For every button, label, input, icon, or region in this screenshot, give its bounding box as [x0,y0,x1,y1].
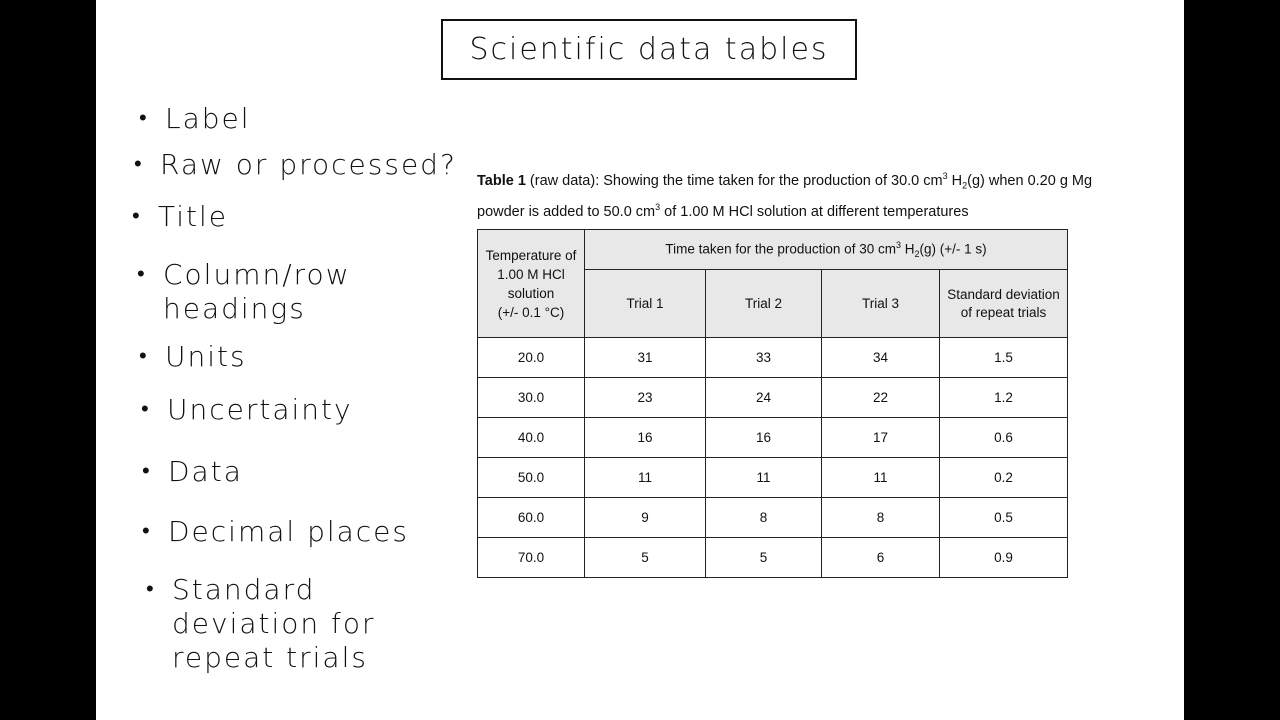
table-cell: 17 [822,418,940,458]
caption-label: Table 1 [477,172,526,189]
table-cell: 5 [585,538,706,578]
table-cell: 20.0 [478,338,585,378]
bullet-dot-icon: • [132,204,142,229]
table-cell: 0.2 [940,458,1068,498]
caption-text: of 1.00 M HCl solution at different temperatures [660,203,969,220]
column-header: Standard deviation of repeat trials [940,270,1068,338]
bullet-text: Decimal places [168,515,409,548]
bullet-text: Raw or processed? [160,148,457,181]
bullet-dot-icon: • [139,106,149,131]
bullet-dot-icon: • [139,344,149,369]
table-cell: 50.0 [478,458,585,498]
bullet-text: Label [165,102,251,135]
slide [96,0,1184,720]
table-cell: 11 [585,458,706,498]
table-cell: 34 [822,338,940,378]
bullet-text: Standard deviation for repeat trials [172,573,376,674]
bullet-dot-icon: • [142,459,152,484]
table-cell: 8 [706,498,822,538]
bullet-dot-icon: • [137,262,147,287]
table-cell: 24 [706,378,822,418]
header-line: solution [507,285,555,301]
table-cell: 22 [822,378,940,418]
data-table [477,229,1068,578]
column-header: Trial 1 [585,270,706,338]
bullet-text: Column/row headings [163,258,351,325]
table-row [478,458,1068,498]
caption-text: (g) when 0.20 g Mg powder is added to 50.0 cm [477,172,1093,220]
table-cell: 16 [585,418,706,458]
table-cell: 0.9 [940,538,1068,578]
table-cell: 40.0 [478,418,585,458]
header-text: H [900,241,915,257]
table-cell: 1.2 [940,378,1068,418]
table-cell: 5 [706,538,822,578]
caption-text: H [947,172,963,189]
bullet-item [146,573,376,675]
bullet-item [142,455,243,489]
table-cell: 23 [585,378,706,418]
temperature-header [478,230,585,338]
table-cell: 1.5 [940,338,1068,378]
bullet-item [141,393,353,427]
caption-sub: 2 [962,180,968,191]
column-header: Trial 3 [822,270,940,338]
bullet-item [134,148,457,182]
header-text: (g) (+/- 1 s) [919,241,987,257]
bullet-text: Data [168,455,243,488]
table-cell: 16 [706,418,822,458]
table-cell: 0.5 [940,498,1068,538]
bullet-dot-icon: • [146,577,156,602]
table-row [478,538,1068,578]
header-sub: 2 [914,249,920,260]
table-cell: 9 [585,498,706,538]
header-line: (+/- 0.1 °C) [497,304,565,320]
header-text: Time taken for the production of 30 cm [665,241,896,257]
bullet-item [137,258,351,326]
bullet-dot-icon: • [142,519,152,544]
bullet-item [139,340,247,374]
header-line: Temperature of [485,247,577,263]
bullet-item [139,102,251,136]
caption-sup: 3 [655,201,661,212]
slide-title: Scientific data tables [441,19,857,80]
bullet-text: Uncertainty [167,393,353,426]
bullet-text: Title [158,200,229,233]
table-cell: 33 [706,338,822,378]
header-line: 1.00 M HCl [497,266,565,282]
time-header [585,230,1068,270]
table-row [478,338,1068,378]
table-cell: 31 [585,338,706,378]
column-header: Trial 2 [706,270,822,338]
table-cell: 8 [822,498,940,538]
table-cell: 70.0 [478,538,585,578]
table-row [478,418,1068,458]
header-sup: 3 [895,239,901,250]
table-row [478,498,1068,538]
table-cell: 30.0 [478,378,585,418]
table-caption [477,166,1137,223]
bullet-dot-icon: • [141,397,151,422]
table-cell: 11 [706,458,822,498]
table-cell: 11 [822,458,940,498]
table-row [478,378,1068,418]
table-cell: 0.6 [940,418,1068,458]
caption-text: (raw data): Showing the time taken for the production of 30.0 cm [525,172,943,189]
table-cell: 60.0 [478,498,585,538]
bullet-dot-icon: • [134,152,144,177]
table-cell: 6 [822,538,940,578]
bullet-item [132,200,229,234]
bullet-text: Units [165,340,247,373]
caption-sup: 3 [942,171,948,181]
bullet-item [142,515,409,549]
